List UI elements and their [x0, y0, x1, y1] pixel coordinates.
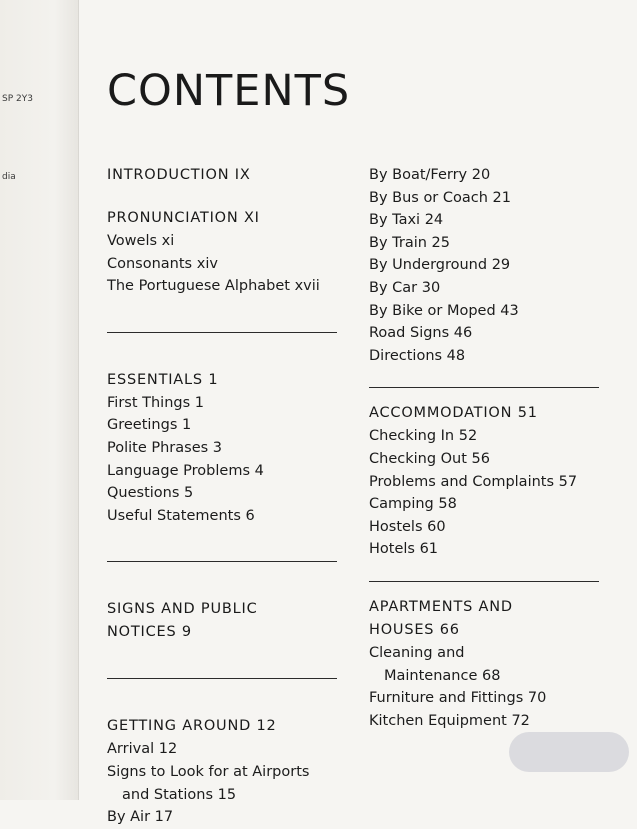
entry-page-number: 12	[158, 741, 178, 758]
entry-label: By Taxi	[369, 212, 421, 229]
contents-entry	[369, 322, 609, 345]
entry-page-number: 57	[558, 473, 578, 490]
entry-page-number: 25	[431, 234, 450, 251]
contents-entry	[369, 164, 609, 187]
entry-page-number: 24	[424, 212, 444, 229]
contents-entry	[369, 448, 609, 471]
entry-page-number: 15	[217, 786, 237, 803]
contents-entry	[369, 687, 609, 710]
contents-entry	[369, 209, 609, 232]
entry-label-text: Signs to Look for at Airports	[107, 763, 310, 780]
entry-label: Greetings	[107, 417, 178, 434]
contents-entry	[369, 471, 609, 494]
entry-label-text: Maintenance	[384, 667, 478, 684]
entry-page-number: xiv	[196, 255, 218, 272]
entry-label: Directions	[369, 347, 443, 364]
section-heading	[369, 596, 609, 642]
section-divider	[369, 387, 599, 388]
entry-page-number: 4	[254, 462, 264, 479]
entry-page-number: 20	[471, 167, 491, 183]
entry-page-number: 56	[471, 450, 490, 467]
entry-label: Language Problems	[107, 462, 251, 479]
entry-label: By Air	[107, 809, 151, 826]
contents-entry	[107, 806, 339, 829]
edge-text-top: SP 2Y3	[2, 94, 33, 104]
entry-label: Hostels	[369, 518, 423, 535]
section-heading	[107, 369, 339, 392]
heading-label-line: NOTICES	[107, 624, 177, 641]
edge-text-middle: dia	[2, 172, 16, 182]
section-divider	[369, 581, 599, 582]
heading-label-line: SIGNS AND PUBLIC	[107, 601, 258, 618]
entry-page-number: 46	[453, 325, 473, 342]
section-heading	[107, 715, 339, 738]
section-divider	[107, 561, 337, 562]
entry-label: Hotels	[369, 541, 415, 558]
section-heading	[107, 207, 339, 230]
contents-entry	[107, 414, 339, 437]
entry-page-number: 61	[419, 541, 439, 558]
heading-label-line: APARTMENTS AND	[369, 598, 513, 615]
entry-label: Furniture and Fittings	[369, 690, 524, 707]
contents-entry	[107, 460, 339, 483]
entry-label: Questions	[107, 485, 180, 502]
contents-section	[107, 369, 339, 528]
contents-entry	[107, 253, 339, 276]
entry-page-number: xvii	[294, 278, 320, 295]
entry-page-number: 1	[182, 417, 192, 434]
entry-label: Checking Out	[369, 450, 467, 467]
page-title: CONTENTS	[107, 66, 351, 116]
watermark-stamp	[509, 732, 629, 772]
entry-label: Checking In	[369, 428, 455, 445]
entry-label: Camping	[369, 496, 434, 513]
heading-label: INTRODUCTION	[107, 167, 230, 183]
entry-label: Vowels	[107, 233, 158, 249]
entry-label-text: Cleaning and	[369, 644, 465, 661]
entry-label: Consonants	[107, 255, 193, 272]
contents-entry	[369, 425, 609, 448]
contents-entry	[369, 516, 609, 539]
heading-page-number: 12	[256, 718, 277, 735]
entry-page-number: 21	[492, 189, 511, 206]
entry-page-number: 70	[527, 690, 547, 707]
contents-entry	[107, 761, 339, 806]
entry-label: By Bus or Coach	[369, 189, 488, 206]
section-divider	[107, 332, 337, 333]
entry-page-number: 52	[458, 428, 478, 445]
entry-label: By Bike or Moped	[369, 302, 496, 319]
contents-entry	[369, 277, 609, 300]
entry-page-number: 3	[212, 439, 223, 456]
entry-label: By Train	[369, 234, 427, 251]
entry-label: Arrival	[107, 741, 155, 758]
heading-label-line: HOUSES	[369, 621, 435, 638]
contents-entry	[369, 710, 609, 733]
entry-label: By Underground	[369, 257, 488, 274]
contents-entry	[369, 345, 609, 368]
adjacent-page-edge	[0, 0, 79, 800]
entry-label-line	[107, 784, 339, 807]
section-heading	[369, 402, 609, 425]
section-heading	[107, 598, 339, 644]
entry-page-number: 6	[245, 507, 255, 524]
contents-entry	[369, 187, 609, 210]
entry-label: Road Signs	[369, 325, 450, 342]
section-heading	[107, 164, 339, 187]
contents-left-column	[107, 164, 339, 829]
contents-section	[369, 164, 609, 367]
contents-section	[107, 164, 339, 187]
heading-label: ACCOMMODATION	[369, 405, 513, 422]
contents-entry	[369, 538, 609, 561]
entry-label: By Boat/Ferry	[369, 167, 468, 183]
heading-page-number: 66	[439, 621, 460, 638]
section-gap	[107, 187, 339, 207]
entry-label: Polite Phrases	[107, 439, 209, 456]
heading-page-number: XI	[243, 210, 260, 226]
heading-page-number: 1	[208, 371, 219, 388]
heading-page-number: IX	[234, 167, 251, 183]
contents-entry	[107, 482, 339, 505]
contents-right-column	[369, 164, 609, 732]
heading-label: PRONUNCIATION	[107, 210, 239, 226]
section-divider	[107, 678, 337, 679]
entry-page-number: 68	[482, 667, 501, 684]
entry-page-number: 60	[427, 518, 446, 535]
entry-page-number: 43	[500, 302, 519, 319]
entry-page-number: 1	[194, 394, 204, 411]
entry-page-number: 5	[184, 485, 194, 502]
heading-label: ESSENTIALS	[107, 371, 203, 388]
entry-label-line	[369, 665, 609, 688]
contents-section	[369, 596, 609, 732]
entry-page-number: 17	[154, 809, 174, 826]
contents-section	[107, 715, 339, 828]
entry-label: Kitchen Equipment	[369, 712, 507, 729]
contents-entry	[369, 232, 609, 255]
entry-page-number: 72	[511, 712, 530, 729]
contents-entry	[369, 254, 609, 277]
contents-entry	[107, 275, 339, 298]
entry-label-line	[369, 645, 464, 661]
contents-entry	[107, 392, 339, 415]
entry-page-number: 29	[491, 257, 511, 274]
heading-page-number: 51	[517, 405, 538, 422]
entry-page-number: 58	[438, 496, 457, 513]
entry-page-number: 48	[446, 347, 466, 364]
entry-page-number: 30	[421, 279, 441, 296]
entry-page-number: xi	[161, 233, 175, 249]
contents-entry	[107, 738, 339, 761]
entry-label: The Portuguese Alphabet	[107, 278, 290, 295]
contents-entry	[369, 493, 609, 516]
contents-entry	[369, 642, 609, 687]
contents-entry	[107, 437, 339, 460]
contents-section	[369, 402, 609, 561]
entry-label-text: and Stations	[122, 786, 213, 803]
heading-page-number: 9	[181, 624, 192, 641]
contents-entry	[107, 505, 339, 528]
entry-label-line	[107, 764, 309, 780]
contents-entry	[107, 230, 339, 253]
entry-label: Problems and Complaints	[369, 473, 555, 490]
contents-section	[107, 598, 339, 644]
heading-label: GETTING AROUND	[107, 718, 252, 735]
entry-label: First Things	[107, 394, 191, 411]
entry-label: Useful Statements	[107, 507, 241, 524]
entry-label: By Car	[369, 279, 418, 296]
contents-entry	[369, 300, 609, 323]
contents-section	[107, 207, 339, 298]
